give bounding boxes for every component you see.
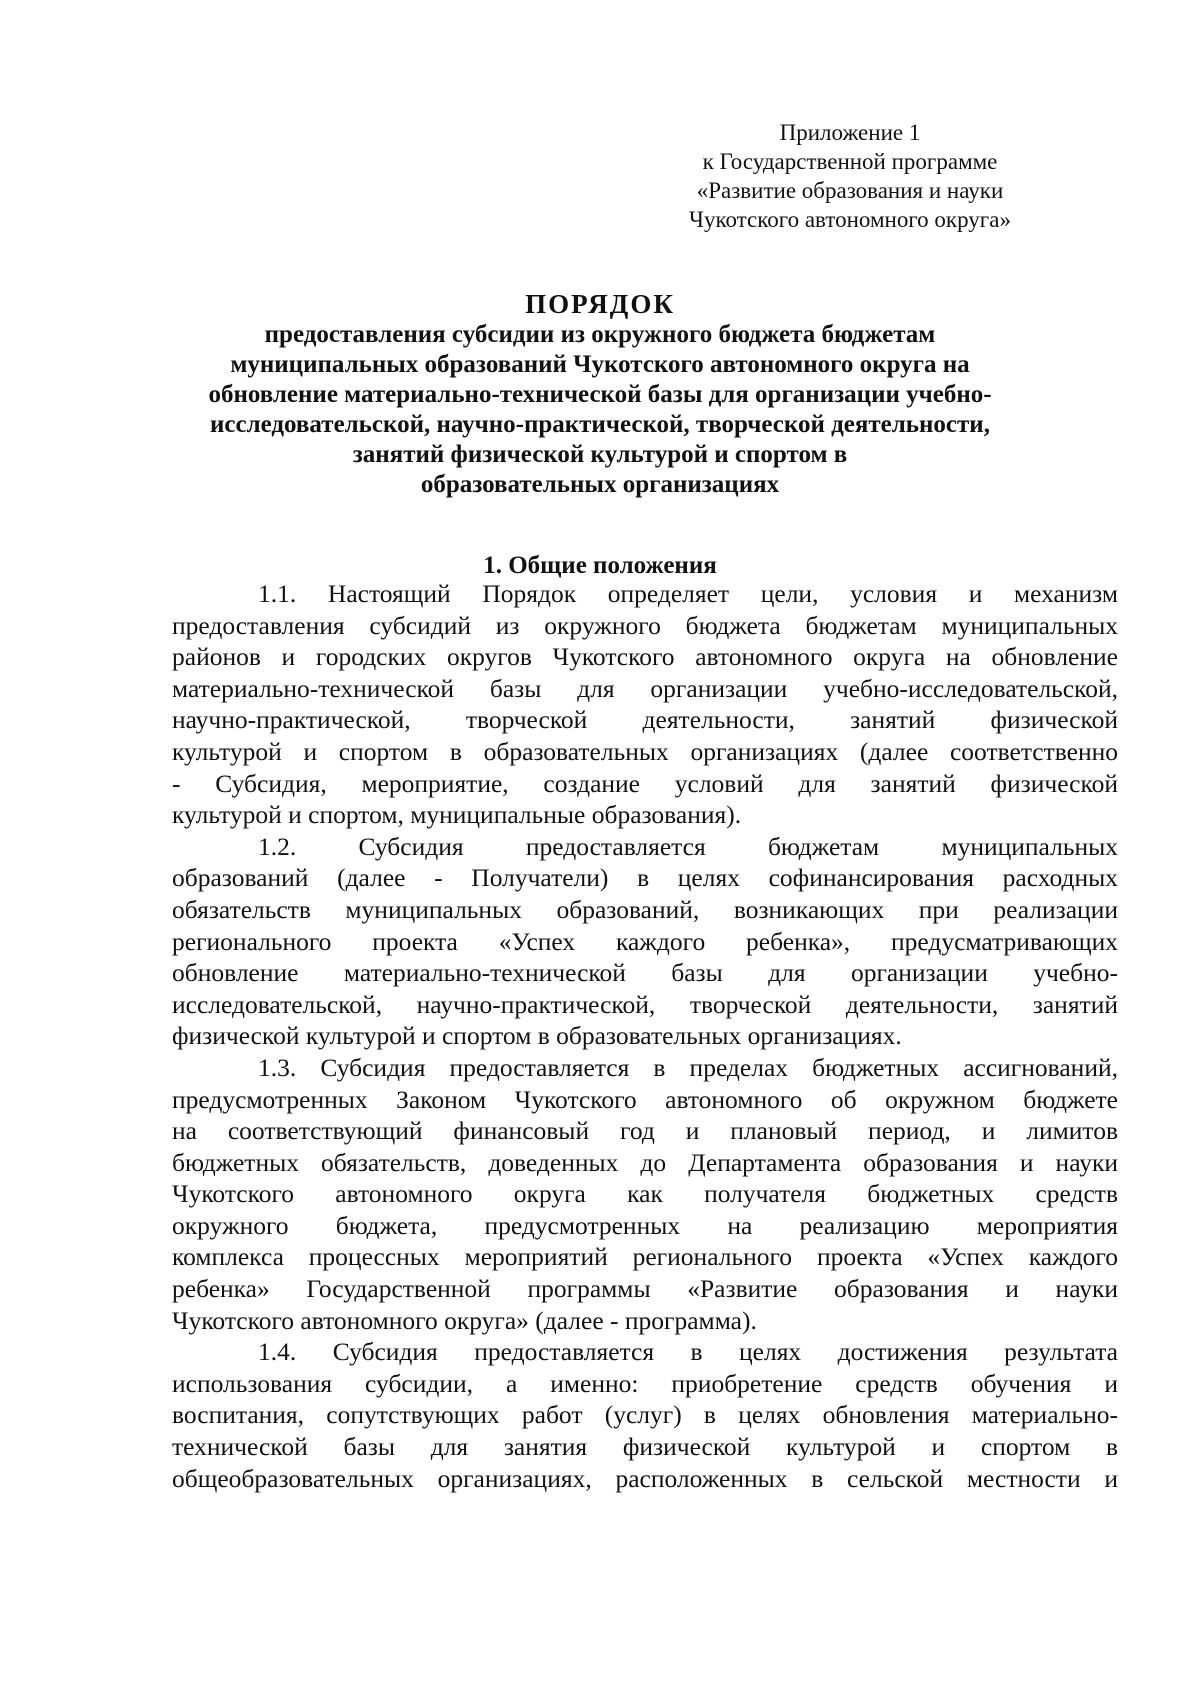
paragraph-line: регионального проекта «Успех каждого ребенка», предусматривающих bbox=[172, 926, 1118, 956]
paragraph-line: обновление материально-технической базы для организации учебно- bbox=[172, 958, 1118, 988]
paragraph-line: воспитания, сопутствующих работ (услуг) в целях обновления материально- bbox=[172, 1400, 1118, 1430]
section-body bbox=[172, 578, 1118, 1494]
paragraph-line: образований (далее - Получатели) в целях софинансирования расходных bbox=[172, 863, 1118, 893]
paragraph-line: на соответствующий финансовый год и плановый период, и лимитов bbox=[172, 1116, 1118, 1146]
paragraph-line: - Субсидия, мероприятие, создание условий для занятий физической bbox=[172, 768, 1118, 798]
subtitle-line: образовательных организациях bbox=[420, 471, 780, 498]
paragraph-line: предоставления субсидий из окружного бюджета бюджетам муниципальных bbox=[172, 610, 1118, 640]
paragraph-line: районов и городских округов Чукотского автономного округа на обновление bbox=[172, 642, 1118, 672]
paragraph-line: физической культурой и спортом в образовательных организациях. bbox=[172, 1021, 902, 1051]
paragraph-line: бюджетных обязательств, доведенных до Департамента образования и науки bbox=[172, 1147, 1118, 1177]
paragraph-line: 1.4. Субсидия предоставляется в целях достижения результата bbox=[258, 1337, 1118, 1367]
paragraph-line: окружного бюджета, предусмотренных на реализацию мероприятия bbox=[172, 1210, 1118, 1240]
paragraph-line: 1.1. Настоящий Порядок определяет цели, условия и механизм bbox=[258, 579, 1118, 608]
paragraph-line: культурой и спортом, муниципальные образования). bbox=[172, 800, 742, 830]
document-title-block bbox=[160, 288, 1040, 500]
subtitle-line: исследовательской, научно-практической, творческой деятельности, bbox=[210, 411, 990, 438]
subtitle-line: обновление материально-технической базы для организации учебно- bbox=[208, 381, 992, 408]
appendix-line: Приложение 1 bbox=[779, 120, 921, 145]
paragraph-line: Чукотского автономного округа как получателя бюджетных средств bbox=[172, 1179, 1118, 1209]
subtitle-line: занятий физической культурой и спортом в bbox=[352, 441, 848, 468]
paragraph-line: общеобразовательных организациях, расположенных в сельской местности и bbox=[172, 1463, 1118, 1493]
document-title: ПОРЯДОК bbox=[525, 289, 675, 319]
subtitle-line: муниципальных образований Чукотского автономного округа на bbox=[230, 351, 970, 378]
paragraph-line: комплекса процессных мероприятий регионального проекта «Успех каждого bbox=[172, 1242, 1118, 1272]
appendix-line: к Государственной программе bbox=[702, 149, 998, 174]
section-heading: 1. Общие положения bbox=[483, 552, 717, 579]
paragraph-line: 1.2. Субсидия предоставляется бюджетам муниципальных bbox=[258, 831, 1118, 861]
paragraph-line: использования субсидии, а именно: приобретение средств обучения и bbox=[172, 1368, 1118, 1398]
paragraph-line: обязательств муниципальных образований, возникающих при реализации bbox=[172, 894, 1118, 924]
paragraph-line: 1.3. Субсидия предоставляется в пределах бюджетных ассигнований, bbox=[258, 1052, 1118, 1082]
paragraph-line: технической базы для занятия физической культурой и спортом в bbox=[172, 1432, 1118, 1462]
paragraph-line: предусмотренных Законом Чукотского автономного об окружном бюджете bbox=[172, 1084, 1118, 1114]
appendix-line: «Развитие образования и науки bbox=[696, 178, 1004, 203]
subtitle-line: предоставления субсидии из окружного бюджета бюджетам bbox=[264, 321, 936, 348]
paragraph-line: Чукотского автономного округа» (далее - программа). bbox=[172, 1305, 757, 1335]
appendix-reference bbox=[660, 118, 1040, 234]
paragraph-line: культурой и спортом в образовательных организациях (далее соответственно bbox=[172, 736, 1118, 766]
paragraph-line: ребенка» Государственной программы «Развитие образования и науки bbox=[172, 1274, 1118, 1304]
paragraph-line: материально-технической базы для организации учебно-исследовательской, bbox=[172, 673, 1118, 703]
paragraph-line: исследовательской, научно-практической, творческой деятельности, занятий bbox=[172, 989, 1118, 1019]
appendix-line: Чукотского автономного округа» bbox=[689, 207, 1011, 232]
paragraph-line: научно-практической, творческой деятельности, занятий физической bbox=[172, 705, 1118, 735]
document-subtitle bbox=[160, 320, 1040, 500]
